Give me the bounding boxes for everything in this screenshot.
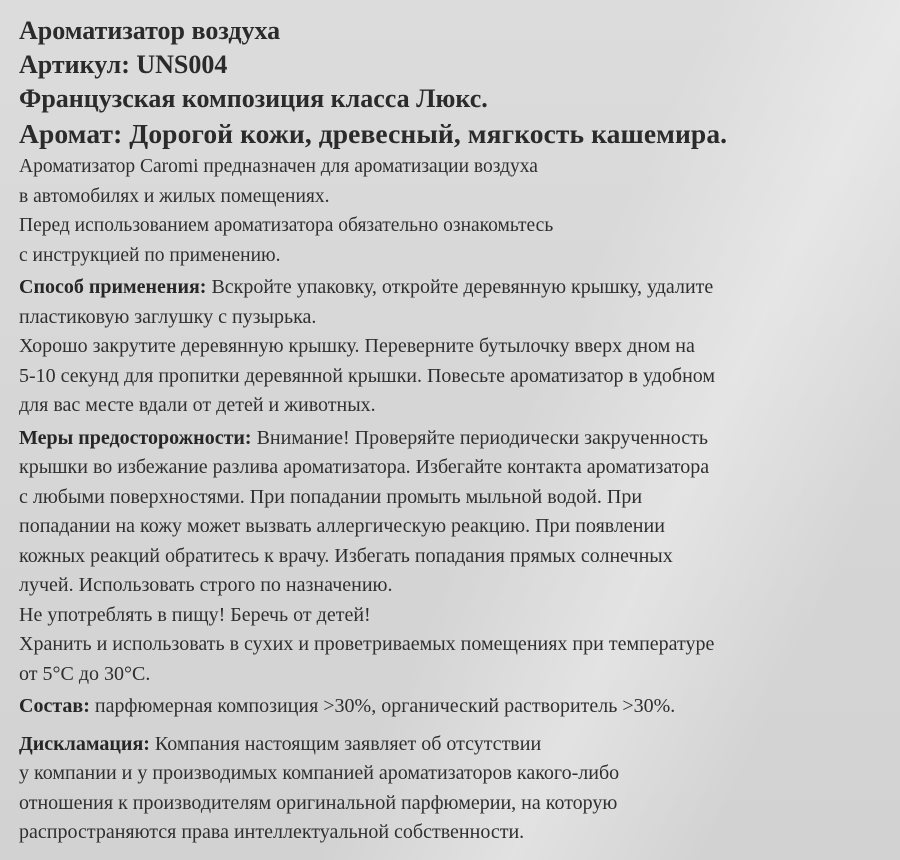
precautions-line: крышки во избежание разлива ароматизатора. Избегайте контакта ароматизатора (19, 456, 710, 478)
composition-class: Французская композиция класса Люкс. (19, 84, 488, 113)
composition-heading: Состав: (19, 695, 90, 717)
usage-line: 5-10 секунд для пропитки деревянной крышки. Повесьте ароматизатор в удобном (19, 364, 716, 387)
usage-section (19, 273, 884, 421)
product-article: Артикул: UNS004 (19, 50, 228, 79)
composition-text: парфюмерная композиция >30%, органический растворитель >30%. (89, 695, 676, 717)
usage-line (19, 273, 884, 303)
usage-heading: Способ применения: (19, 276, 207, 298)
composition-section (19, 692, 884, 722)
usage-line: для вас месте вдали от детей и животных. (19, 394, 376, 416)
precautions-line: попадании на кожу может вызвать аллергическую реакцию. При появлении (19, 515, 665, 537)
intro-paragraph (19, 152, 884, 270)
precautions-section (19, 424, 884, 690)
intro-line: Ароматизатор Caromi предназначен для ароматизации воздуха (19, 156, 538, 177)
product-title: Ароматизатор воздуха (19, 16, 281, 45)
disclaimer-line: у компании и у производимых компанией ароматизаторов какого-либо (19, 762, 620, 784)
disclaimer-line: распространяются права интеллектуальной собственности. (19, 821, 525, 843)
precautions-line: от 5°С до 30°С. (19, 662, 151, 685)
precautions-line: кожных реакций обратитесь к врачу. Избегать попадания прямых солнечных (19, 544, 673, 567)
precautions-heading: Меры предосторожности: (19, 426, 252, 449)
precautions-line: лучей. Использовать строго по назначению. (19, 574, 393, 596)
intro-line: в автомобилях и жилых помещениях. (19, 185, 330, 207)
precautions-line (19, 424, 884, 454)
usage-line: пластиковую заглушку с пузырька. (19, 305, 317, 328)
precautions-line: Хранить и использовать в сухих и проветриваемых помещениях при температуре (19, 633, 715, 655)
usage-text: Вскройте упаковку, откройте деревянную крышку, удалите (206, 276, 714, 298)
disclaimer-section (19, 730, 884, 848)
disclaimer-line (19, 730, 884, 760)
disclaimer-heading: Дисклaмация: (19, 732, 150, 755)
precautions-text: Внимание! Проверяйте периодически закрученность (251, 426, 708, 449)
disclaimer-line: отношения к производителям оригинальной парфюмерии, на которую (19, 791, 618, 814)
precautions-line: Не употреблять в пищу! Беречь от детей! (19, 603, 371, 626)
composition-line (19, 692, 884, 722)
aroma-line: Аромат: Дорогой кожи, древесный, мягкость кашемира. (19, 118, 728, 149)
usage-line: Хорошо закрутите деревянную крышку. Переверните бутылочку вверх дном на (19, 335, 695, 357)
intro-line: с инструкцией по применению. (19, 244, 281, 266)
disclaimer-text: Компания настоящим заявляет об отсутствии (149, 732, 542, 755)
intro-line: Перед использованием ароматизатора обязательно ознакомьтесь (19, 215, 554, 236)
precautions-line: с любыми поверхностями. При попадании промыть мыльной водой. При (19, 485, 643, 508)
